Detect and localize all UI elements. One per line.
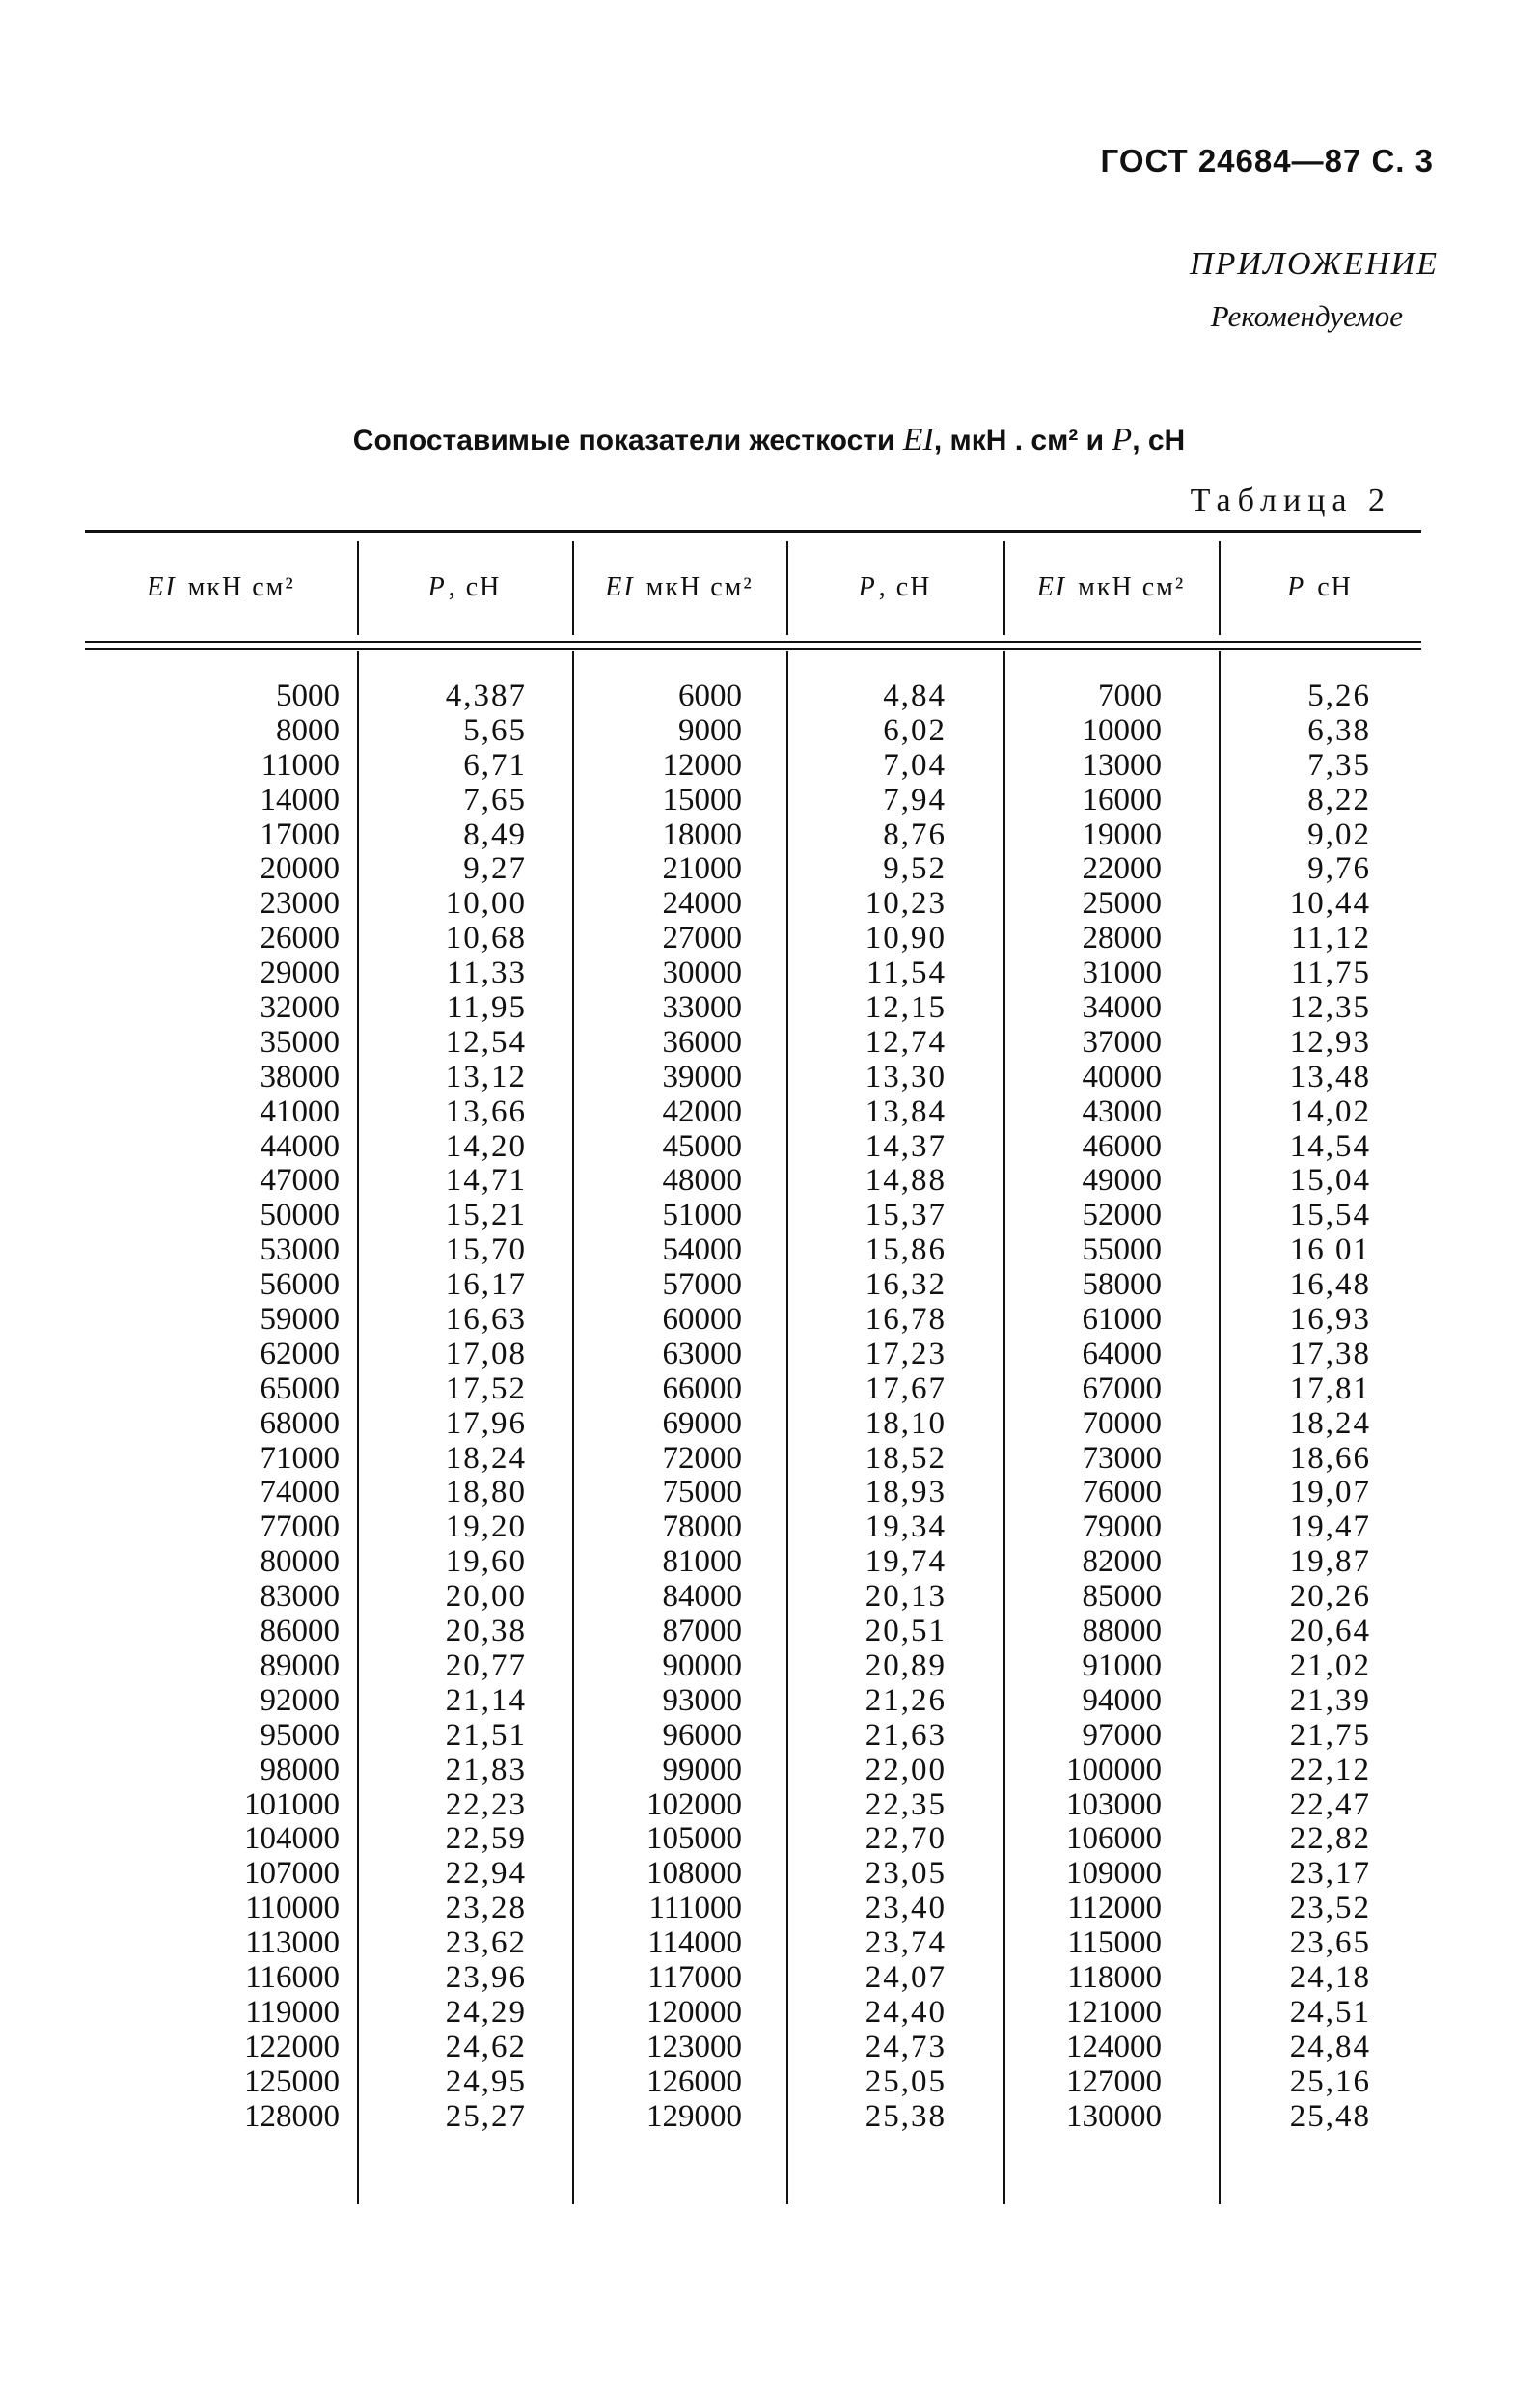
table-cell: 40000	[1082, 1059, 1162, 1094]
table-cell: 21,83	[445, 1752, 527, 1787]
table-cell: 81000	[662, 1544, 742, 1580]
table-cell: 16,17	[445, 1267, 527, 1303]
table-cell: 17,08	[445, 1336, 527, 1371]
table-cell: 23,65	[1289, 1925, 1371, 1961]
table-cell: 21,14	[445, 1682, 527, 1718]
table-cell: 22,59	[445, 1821, 527, 1857]
table-cell: 47000	[260, 1163, 340, 1199]
p-column-3	[1219, 679, 1371, 2134]
table-cell: 24,62	[445, 2029, 527, 2064]
table-cell: 56000	[260, 1267, 340, 1303]
table-cell: 34000	[1082, 990, 1162, 1026]
table-cell: 99000	[662, 1752, 742, 1787]
table-cell: 61000	[1082, 1302, 1162, 1338]
table-cell: 84000	[662, 1579, 742, 1615]
table-cell: 16,63	[445, 1302, 527, 1338]
table-cell: 19000	[1082, 817, 1162, 852]
header-unit: мкН см²	[1078, 572, 1186, 602]
table-cell: 17000	[260, 817, 340, 852]
table-cell: 11,54	[865, 955, 947, 991]
table-cell: 19,87	[1289, 1544, 1371, 1580]
table-cell: 55000	[1082, 1232, 1162, 1268]
table-cell: 27000	[662, 921, 742, 956]
header-symbol: P	[1287, 572, 1306, 602]
table-cell: 14,20	[445, 1128, 527, 1164]
table-cell: 74000	[260, 1475, 340, 1510]
table-cell: 80000	[260, 1544, 340, 1580]
table-cell: 21,39	[1289, 1682, 1371, 1718]
table-cell: 22,70	[865, 1821, 947, 1857]
table-cell: 24,07	[865, 1959, 947, 1995]
table-cell: 116000	[245, 1959, 340, 1995]
table-cell: 62000	[260, 1336, 340, 1371]
table-cell: 91000	[1082, 1647, 1162, 1683]
column-header-p-1	[357, 568, 572, 607]
table-cell: 36000	[662, 1024, 742, 1060]
table-cell: 112000	[1067, 1891, 1162, 1926]
table-cell: 59000	[260, 1302, 340, 1338]
table-cell: 77000	[260, 1509, 340, 1545]
table-cell: 8000	[276, 712, 340, 748]
table-cell: 10,00	[445, 886, 527, 922]
table-cell: 129000	[646, 2098, 742, 2134]
table-cell: 21,51	[445, 1717, 527, 1753]
table-cell: 5,65	[463, 712, 527, 748]
table-cell: 78000	[662, 1509, 742, 1545]
table-cell: 122000	[244, 2029, 340, 2064]
table-cell: 118000	[1067, 1959, 1162, 1995]
table-cell: 12,35	[1289, 990, 1371, 1026]
table-cell: 9,27	[463, 851, 527, 887]
table-cell: 24,73	[865, 2029, 947, 2064]
table-cell: 20,38	[445, 1614, 527, 1649]
table-cell: 96000	[662, 1717, 742, 1753]
title-p-symbol: P	[1112, 422, 1133, 457]
table-cell: 17,81	[1289, 1370, 1371, 1406]
table-cell: 25,16	[1289, 2063, 1371, 2099]
table-cell: 97000	[1082, 1717, 1162, 1753]
table-cell: 4,387	[445, 678, 527, 713]
table-cell: 17,52	[445, 1370, 527, 1406]
table-cell: 9,02	[1307, 817, 1371, 852]
table-cell: 14,02	[1289, 1093, 1371, 1129]
table-cell: 75000	[662, 1475, 742, 1510]
table-cell: 66000	[662, 1370, 742, 1406]
table-cell: 13,84	[865, 1093, 947, 1129]
table-cell: 15,54	[1289, 1198, 1371, 1233]
table-cell: 17,96	[445, 1405, 527, 1441]
column-header-p-3	[1219, 568, 1421, 607]
table-cell: 9000	[678, 712, 742, 748]
table-cell: 105000	[646, 1821, 742, 1857]
table-cell: 15,37	[865, 1198, 947, 1233]
table-cell: 20000	[260, 851, 340, 887]
header-unit: сН	[1317, 572, 1353, 602]
table-cell: 10000	[1082, 712, 1162, 748]
ei-column-3	[1003, 679, 1162, 2134]
table-cell: 16,32	[865, 1267, 947, 1303]
table-cell: 85000	[1082, 1579, 1162, 1615]
table-cell: 68000	[260, 1405, 340, 1441]
table-cell: 45000	[662, 1128, 742, 1164]
table-cell: 123000	[646, 2029, 742, 2064]
table-cell: 17,67	[865, 1370, 947, 1406]
table-cell: 35000	[260, 1024, 340, 1060]
table-cell: 38000	[260, 1059, 340, 1094]
table-cell: 22,12	[1289, 1752, 1371, 1787]
table-cell: 14,88	[865, 1163, 947, 1199]
table-cell: 6,71	[463, 747, 527, 783]
table-cell: 9,76	[1307, 851, 1371, 887]
table-cell: 76000	[1082, 1475, 1162, 1510]
table-cell: 104000	[244, 1821, 340, 1857]
table-cell: 5,26	[1307, 678, 1371, 713]
table-cell: 23,74	[865, 1925, 947, 1961]
table-cell: 30000	[662, 955, 742, 991]
ei-column-1	[85, 679, 340, 2134]
table-cell: 15,70	[445, 1232, 527, 1268]
table-cell: 22,82	[1289, 1821, 1371, 1857]
column-header-ei-3	[1003, 568, 1219, 607]
table-cell: 120000	[646, 1994, 742, 2030]
table-cell: 128000	[244, 2098, 340, 2134]
table-cell: 21000	[662, 851, 742, 887]
table-cell: 5000	[276, 678, 340, 713]
table-cell: 7,04	[883, 747, 947, 783]
table-cell: 60000	[662, 1302, 742, 1338]
document-reference: ГОСТ 24684—87 С. 3	[1100, 143, 1434, 179]
table-cell: 22,00	[865, 1752, 947, 1787]
table-cell: 21,02	[1289, 1647, 1371, 1683]
table-cell: 109000	[1066, 1856, 1162, 1892]
p-column-1	[357, 679, 527, 2134]
table-cell: 110000	[245, 1891, 340, 1926]
table-cell: 69000	[662, 1405, 742, 1441]
table-cell: 17,38	[1289, 1336, 1371, 1371]
table-cell: 20,13	[865, 1579, 947, 1615]
table-cell: 83000	[260, 1579, 340, 1615]
table-cell: 16000	[1082, 782, 1162, 817]
table-cell: 102000	[646, 1786, 742, 1822]
table-cell: 95000	[260, 1717, 340, 1753]
p-column-2	[786, 679, 947, 2134]
table-cell: 52000	[1082, 1198, 1162, 1233]
table-cell: 119000	[245, 1994, 340, 2030]
table-cell: 17,23	[865, 1336, 947, 1371]
table-cell: 20,26	[1289, 1579, 1371, 1615]
table-cell: 23,52	[1289, 1891, 1371, 1926]
table-cell: 19,47	[1289, 1509, 1371, 1545]
table-cell: 11,33	[446, 955, 527, 991]
table-cell: 23,96	[445, 1959, 527, 1995]
table-cell: 130000	[1066, 2098, 1162, 2134]
table-cell: 20,51	[865, 1614, 947, 1649]
table-cell: 25000	[1082, 886, 1162, 922]
table-number: Таблица 2	[1190, 483, 1391, 518]
table-cell: 113000	[245, 1925, 340, 1961]
table-cell: 107000	[244, 1856, 340, 1892]
table-cell: 7000	[1098, 678, 1162, 713]
title-text-a: Сопоставимые показатели жесткости	[352, 425, 903, 457]
table-cell: 8,49	[463, 817, 527, 852]
table-cell: 24,51	[1289, 1994, 1371, 2030]
table-cell: 94000	[1082, 1682, 1162, 1718]
appendix-status: Рекомендуемое	[1210, 299, 1403, 333]
table-cell: 42000	[662, 1093, 742, 1129]
table-cell: 87000	[662, 1614, 742, 1649]
table-cell: 15000	[662, 782, 742, 817]
table-cell: 10,44	[1289, 886, 1371, 922]
table-cell: 24,40	[865, 1994, 947, 2030]
table-cell: 49000	[1082, 1163, 1162, 1199]
table-cell: 23,62	[445, 1925, 527, 1961]
table-cell: 63000	[662, 1336, 742, 1371]
table-cell: 98000	[260, 1752, 340, 1787]
header-symbol: P	[427, 572, 447, 602]
table-cell: 19,74	[865, 1544, 947, 1580]
table-cell: 7,94	[883, 782, 947, 817]
header-rule-upper	[85, 641, 1421, 643]
table-cell: 13,30	[865, 1059, 947, 1094]
table-cell: 20,00	[445, 1579, 527, 1615]
stiffness-table	[85, 530, 1421, 2204]
table-cell: 125000	[244, 2063, 340, 2099]
header-unit: , сН	[448, 572, 502, 602]
table-cell: 22,94	[445, 1856, 527, 1892]
table-cell: 24,95	[445, 2063, 527, 2099]
table-cell: 31000	[1082, 955, 1162, 991]
table-cell: 29000	[260, 955, 340, 991]
table-cell: 23000	[260, 886, 340, 922]
table-cell: 16,48	[1289, 1267, 1371, 1303]
table-cell: 48000	[662, 1163, 742, 1199]
table-cell: 22,23	[445, 1786, 527, 1822]
table-cell: 18,66	[1289, 1440, 1371, 1476]
table-cell: 23,17	[1289, 1856, 1371, 1892]
table-cell: 16,93	[1289, 1302, 1371, 1338]
table-cell: 72000	[662, 1440, 742, 1476]
table-cell: 111000	[648, 1891, 742, 1926]
table-cell: 117000	[647, 1959, 742, 1995]
table-cell: 20,89	[865, 1647, 947, 1683]
table-cell: 12,15	[865, 990, 947, 1026]
table-cell: 18000	[662, 817, 742, 852]
table-cell: 15,04	[1289, 1163, 1371, 1199]
table-cell: 25,38	[865, 2098, 947, 2134]
table-cell: 11,12	[1290, 921, 1371, 956]
table-cell: 14,54	[1289, 1128, 1371, 1164]
table-cell: 7,65	[463, 782, 527, 817]
table-cell: 79000	[1082, 1509, 1162, 1545]
table-cell: 126000	[646, 2063, 742, 2099]
table-cell: 67000	[1082, 1370, 1162, 1406]
table-cell: 25,48	[1289, 2098, 1371, 2134]
table-cell: 16,78	[865, 1302, 947, 1338]
table-cell: 127000	[1066, 2063, 1162, 2099]
table-cell: 103000	[1066, 1786, 1162, 1822]
table-cell: 9,52	[883, 851, 947, 887]
table-cell: 25,27	[445, 2098, 527, 2134]
table-cell: 101000	[244, 1786, 340, 1822]
table-cell: 65000	[260, 1370, 340, 1406]
table-cell: 18,80	[445, 1475, 527, 1510]
table-cell: 39000	[662, 1059, 742, 1094]
table-cell: 11000	[261, 747, 340, 783]
header-symbol: EI	[605, 572, 635, 602]
table-cell: 12,74	[865, 1024, 947, 1060]
table-title	[0, 422, 1538, 458]
table-cell: 82000	[1082, 1544, 1162, 1580]
table-cell: 22,35	[865, 1786, 947, 1822]
table-cell: 23,40	[865, 1891, 947, 1926]
table-cell: 13,12	[445, 1059, 527, 1094]
table-cell: 41000	[260, 1093, 340, 1129]
table-cell: 88000	[1082, 1614, 1162, 1649]
table-cell: 28000	[1082, 921, 1162, 956]
table-cell: 8,22	[1307, 782, 1371, 817]
table-cell: 37000	[1082, 1024, 1162, 1060]
table-cell: 57000	[662, 1267, 742, 1303]
table-cell: 46000	[1082, 1128, 1162, 1164]
table-cell: 10,68	[445, 921, 527, 956]
table-cell: 7,35	[1307, 747, 1371, 783]
table-cell: 23,28	[445, 1891, 527, 1926]
header-rule-lower	[85, 648, 1421, 650]
table-cell: 21,26	[865, 1682, 947, 1718]
table-cell: 50000	[260, 1198, 340, 1233]
table-cell: 25,05	[865, 2063, 947, 2099]
table-cell: 13,48	[1289, 1059, 1371, 1094]
table-cell: 19,34	[865, 1509, 947, 1545]
title-text-b: , мкН . см² и	[933, 425, 1112, 457]
table-cell: 12,54	[445, 1024, 527, 1060]
table-cell: 6000	[678, 678, 742, 713]
ei-column-2	[572, 679, 742, 2134]
table-cell: 20,77	[445, 1647, 527, 1683]
table-cell: 71000	[260, 1440, 340, 1476]
table-cell: 92000	[260, 1682, 340, 1718]
table-cell: 22,47	[1289, 1786, 1371, 1822]
table-cell: 13000	[1082, 747, 1162, 783]
table-cell: 8,76	[883, 817, 947, 852]
header-symbol: EI	[147, 572, 177, 602]
table-cell: 21,63	[865, 1717, 947, 1753]
column-header-ei-2	[572, 568, 786, 607]
table-cell: 93000	[662, 1682, 742, 1718]
table-cell: 64000	[1082, 1336, 1162, 1371]
table-cell: 26000	[260, 921, 340, 956]
table-cell: 23,05	[865, 1856, 947, 1892]
table-cell: 15,86	[865, 1232, 947, 1268]
table-cell: 24,84	[1289, 2029, 1371, 2064]
table-cell: 19,60	[445, 1544, 527, 1580]
table-cell: 14,37	[865, 1128, 947, 1164]
table-cell: 22000	[1082, 851, 1162, 887]
table-cell: 19,07	[1289, 1475, 1371, 1510]
table-cell: 121000	[1066, 1994, 1162, 2030]
table-cell: 86000	[260, 1614, 340, 1649]
table-cell: 89000	[260, 1647, 340, 1683]
title-ei-symbol: EI	[902, 422, 934, 457]
column-header-p-2	[786, 568, 1003, 607]
table-cell: 18,24	[1289, 1405, 1371, 1441]
table-cell: 33000	[662, 990, 742, 1026]
table-cell: 58000	[1082, 1267, 1162, 1303]
table-cell: 11,75	[1290, 955, 1371, 991]
table-cell: 4,84	[883, 678, 947, 713]
table-cell: 100000	[1066, 1752, 1162, 1787]
table-cell: 115000	[1067, 1925, 1162, 1961]
table-cell: 43000	[1082, 1093, 1162, 1129]
column-header-ei-1	[85, 568, 357, 607]
table-cell: 19,20	[445, 1509, 527, 1545]
table-cell: 124000	[1066, 2029, 1162, 2064]
table-cell: 20,64	[1289, 1614, 1371, 1649]
table-cell: 24,18	[1289, 1959, 1371, 1995]
table-cell: 106000	[1066, 1821, 1162, 1857]
header-symbol: EI	[1036, 572, 1067, 602]
table-cell: 18,52	[865, 1440, 947, 1476]
table-cell: 114000	[647, 1925, 742, 1961]
header-unit: мкН см²	[645, 572, 754, 602]
header-symbol: P	[858, 572, 877, 602]
table-cell: 24000	[662, 886, 742, 922]
table-cell: 51000	[662, 1198, 742, 1233]
table-cell: 24,29	[445, 1994, 527, 2030]
table-cell: 10,90	[865, 921, 947, 956]
table-cell: 18,93	[865, 1475, 947, 1510]
table-cell: 14000	[260, 782, 340, 817]
table-cell: 18,24	[445, 1440, 527, 1476]
table-cell: 11,95	[446, 990, 527, 1026]
title-text-c: , сН	[1132, 425, 1186, 457]
table-cell: 12000	[662, 747, 742, 783]
table-cell: 18,10	[865, 1405, 947, 1441]
table-cell: 6,02	[883, 712, 947, 748]
table-cell: 53000	[260, 1232, 340, 1268]
table-cell: 10,23	[865, 886, 947, 922]
table-cell: 6,38	[1307, 712, 1371, 748]
table-cell: 32000	[260, 990, 340, 1026]
appendix-heading: ПРИЛОЖЕНИЕ	[1190, 246, 1439, 282]
table-cell: 16 01	[1289, 1232, 1371, 1268]
table-top-rule	[85, 530, 1421, 533]
table-cell: 54000	[662, 1232, 742, 1268]
table-cell: 12,93	[1289, 1024, 1371, 1060]
table-cell: 90000	[662, 1647, 742, 1683]
table-cell: 13,66	[445, 1093, 527, 1129]
header-unit: мкН см²	[187, 572, 295, 602]
header-unit: , сН	[878, 572, 932, 602]
table-cell: 14,71	[445, 1163, 527, 1199]
table-cell: 73000	[1082, 1440, 1162, 1476]
table-cell: 15,21	[445, 1198, 527, 1233]
table-cell: 70000	[1082, 1405, 1162, 1441]
table-cell: 21,75	[1289, 1717, 1371, 1753]
table-cell: 108000	[646, 1856, 742, 1892]
table-cell: 44000	[260, 1128, 340, 1164]
